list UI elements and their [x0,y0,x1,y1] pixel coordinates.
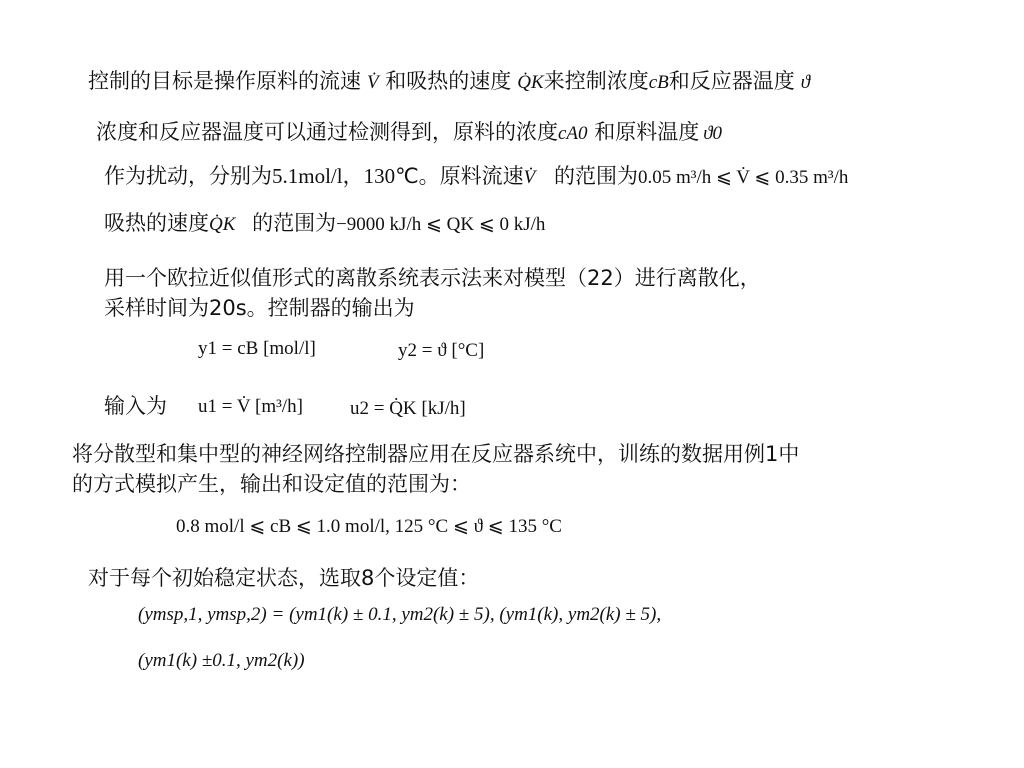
formula-input-u2: u2 = Q̇K [kJ/h] [350,398,466,419]
formula-setpoints-2: (ym1(k) ±0.1, ym2(k)) [138,650,305,671]
formula-setpoints-1: (ymsp,1, ymsp,2) = (ym1(k) ± 0.1, ym2(k) ± 5), (ym1(k), ym2(k) ± 5), [138,604,662,625]
math-heat-range: −9000 kJ/h ⩽ QK ⩽ 0 kJ/h [336,214,546,235]
paragraph-setpoints: 对于每个初始稳定状态，选取8个设定值： [88,566,480,590]
text-range-of: 的范围为 [547,164,638,188]
paragraph-heat-range [104,209,545,239]
formula-output-y2: y2 = ϑ [°C] [398,340,485,361]
label-inputs: 输入为 [104,394,167,418]
text-disturbance: 作为扰动，分别为5.1mol/l，130℃。原料流速 [104,164,524,188]
text-heat-rate: 和吸热的速度 [378,69,512,93]
text-heat-range-of: 的范围为 [245,211,337,235]
paragraph-neural-controller-2: 的方式模拟产生，输出和设定值的范围为： [72,472,471,496]
text-control-concentration: 来控制浓度 [543,69,649,93]
formula-setpoint-range: 0.8 mol/l ⩽ cB ⩽ 1.0 mol/l, 125 °C ⩽ ϑ ⩽ 135 °C [176,516,562,537]
math-flow-range: 0.05 m³/h ⩽ V̇ ⩽ 0.35 m³/h [637,167,849,188]
math-feed-flow: V̇ [367,72,379,93]
math-feed-temperature: ϑ0 [703,123,723,144]
math-temperature: ϑ [800,72,811,93]
math-heat-rate: Q̇K [517,72,544,93]
math-concentration: cB [648,72,669,93]
math-feed-concentration: cA0 [558,123,588,144]
paragraph-discretization-1: 用一个欧拉近似值形式的离散系统表示法来对模型（22）进行离散化， [104,266,761,290]
math-heat-rate-2: Q̇K [209,214,236,235]
formula-input-u1: u1 = V̇ [m³/h] [198,396,303,417]
text-reactor-temperature: 和反应器温度 [668,69,795,93]
text-heat-speed: 吸热的速度 [104,211,209,235]
paragraph-discretization-2: 采样时间为20s。控制器的输出为 [104,296,415,320]
paragraph-disturbance [104,162,848,192]
text-feed-temperature: 和原料温度 [587,120,700,144]
paragraph-neural-controller-1: 将分散型和集中型的神经网络控制器应用在反应器系统中，训练的数据用例1中 [72,442,800,466]
formula-output-y1: y1 = cB [mol/l] [198,338,316,359]
text-control-goal: 控制的目标是操作原料的流速 [88,69,361,93]
text-measurement: 浓度和反应器温度可以通过检测得到，原料的浓度 [96,120,558,144]
paragraph-control-goal [88,67,810,97]
math-feed-flow-2: V̇ [523,167,536,188]
paragraph-measurement [96,118,722,148]
